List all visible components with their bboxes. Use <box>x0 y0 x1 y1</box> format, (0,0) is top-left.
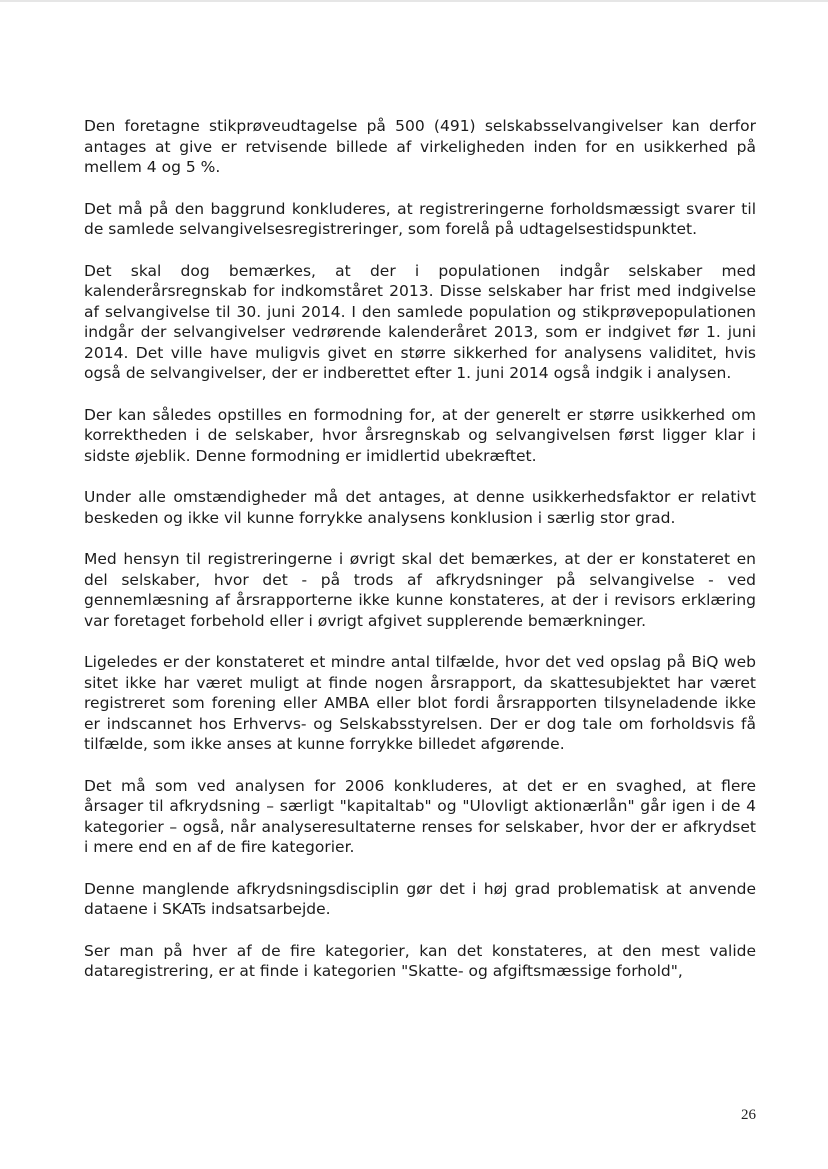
paragraph-8: Det må som ved analysen for 2006 konkluderes, at det er en svaghed, at flere årsager til afkrydsning – særligt "kapitaltab" og "Ulovligt aktionærlån" går igen i de 4 kategorier – også, når analyseresultaterne renses for selskaber, hvor der er afkrydset i mere end en af de fire kategorier. <box>84 776 756 856</box>
paragraph-1: Den foretagne stikprøveudtagelse på 500 (491) selskabsselvangivelser kan derfor antages at give er retvisende billede af virkeligheden inden for en usikkerhed på mellem 4 og 5 %. <box>84 117 756 176</box>
paragraph-7: Ligeledes er der konstateret et mindre antal tilfælde, hvor det ved opslag på BiQ web sitet ikke har været muligt at finde nogen årsrapport, da skattesubjektet har været registreret som forening eller AMBA eller blot fordi årsrapporten tilsyneladende ikke er indscannet hos Erhvervs- og Selskabsstyrelsen. Der er dog tale om forholdsvis få tilfælde, som ikke anses at kunne forrykke billedet afgørende. <box>84 653 756 753</box>
paragraph-4: Der kan således opstilles en formodning for, at der generelt er større usikkerhed om korrektheden i de selskaber, hvor årsregnskab og selvangivelsen først ligger klar i sidste øjeblik. Denne formodning er imidlertid ubekræftet. <box>84 405 756 465</box>
paragraph-3: Det skal dog bemærkes, at der i populationen indgår selskaber med kalenderårsregnskab for indkomståret 2013. Disse selskaber har frist med indgivelse af selvangivelse til 30. juni 2014. I den samlede population og stikprøvepopulationen indgår der selvangivelser vedrørende kalenderåret 2013, som er indgivet før 1. juni 2014. Det ville have muligvis givet en større sikkerhed for analysens validitet, hvis også de selvangivelser, der er indberettet efter 1. juni 2014 også indgik i analysen. <box>84 261 756 382</box>
paragraph-2: Det må på den baggrund konkluderes, at registreringerne forholdsmæssigt svarer til de samlede selvangivelsesregistreringer, som forelå på udtagelsestidspunktet. <box>84 199 756 238</box>
page-top-edge <box>0 0 828 2</box>
paragraph-5: Under alle omstændigheder må det antages, at denne usikkerhedsfaktor er relativt beskeden og ikke vil kunne forrykke analysens konklusion i særlig stor grad. <box>84 488 756 527</box>
paragraph-6: Med hensyn til registreringerne i øvrigt skal det bemærkes, at der er konstateret en del selskaber, hvor det - på trods af afkrydsninger på selvangivelse - ved gennemlæsning af årsrapporterne ikke kunne konstateres, at der i revisors erklæring var foretaget forbehold eller i øvrigt afgivet supplerende bemærkninger. <box>84 550 756 630</box>
paragraph-10: Ser man på hver af de fire kategorier, kan det konstateres, at den mest valide dataregistrering, er at finde i kategorien "Skatte- og afgiftsmæssige forhold", <box>84 941 756 980</box>
body-text <box>84 116 756 1003</box>
paragraph-9: Denne manglende afkrydsningsdisciplin gør det i høj grad problematisk at anvende dataene i SKATs indsatsarbejde. <box>84 879 756 918</box>
page-number: 26 <box>741 1107 756 1123</box>
